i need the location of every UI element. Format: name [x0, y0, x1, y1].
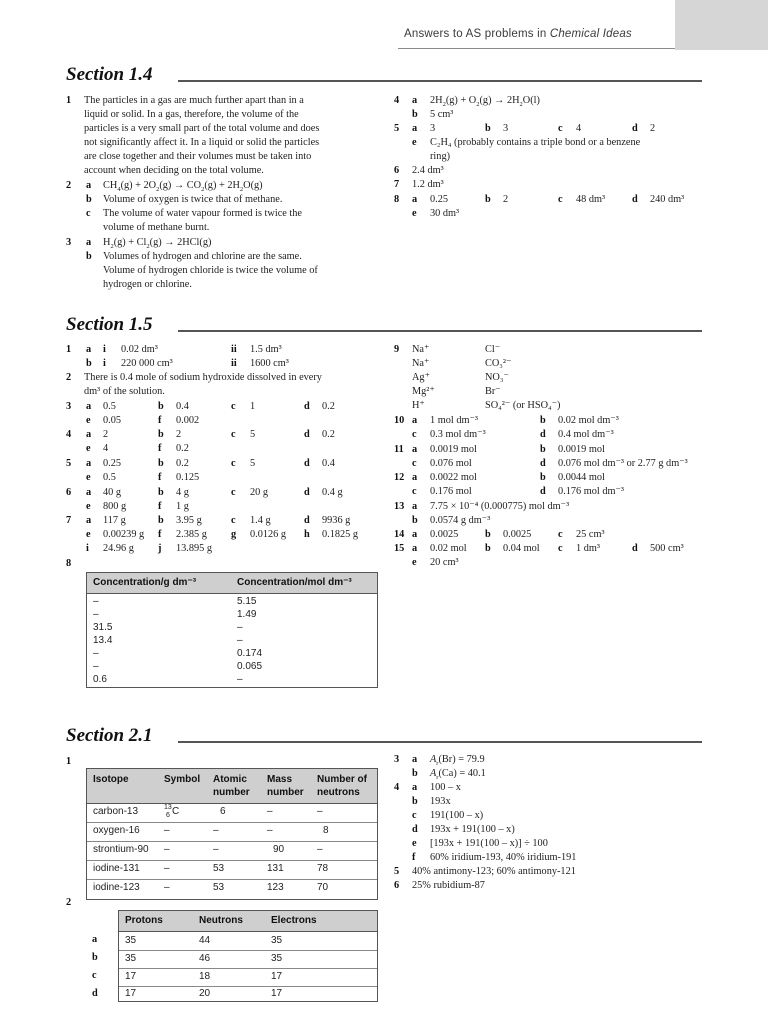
- header-rule: [398, 48, 675, 49]
- section-title-1-5: Section 1.5: [66, 314, 153, 335]
- running-header: Answers to AS problems in Chemical Ideas: [404, 28, 632, 40]
- particle-table: Protons Neutrons Electrons 35 44 35 35 46 35 17 18 17 17 20 17: [118, 910, 378, 1002]
- section-rule: [178, 741, 702, 743]
- page-corner-tab: [675, 0, 768, 50]
- concentration-table: Concentration/g dm⁻³ Concentration/mol dm⁻³ – 5.15 – 1.49 31.5 – 13.4 – – 0.174 – 0.065 0.6 –: [86, 572, 378, 688]
- section-rule: [178, 80, 702, 82]
- isotope-table: Isotope Symbol Atomic number Mass number Number of neutrons carbon-13 13 6 C 6 – – oxygen-16 – – – 8 strontium-90 – – 90 – iodine-131 – 53 131 78 iodine-123 – 53 123 70: [86, 768, 378, 900]
- section-title-1-4: Section 1.4: [66, 64, 153, 85]
- section-rule: [178, 330, 702, 332]
- section-title-2-1: Section 2.1: [66, 725, 153, 746]
